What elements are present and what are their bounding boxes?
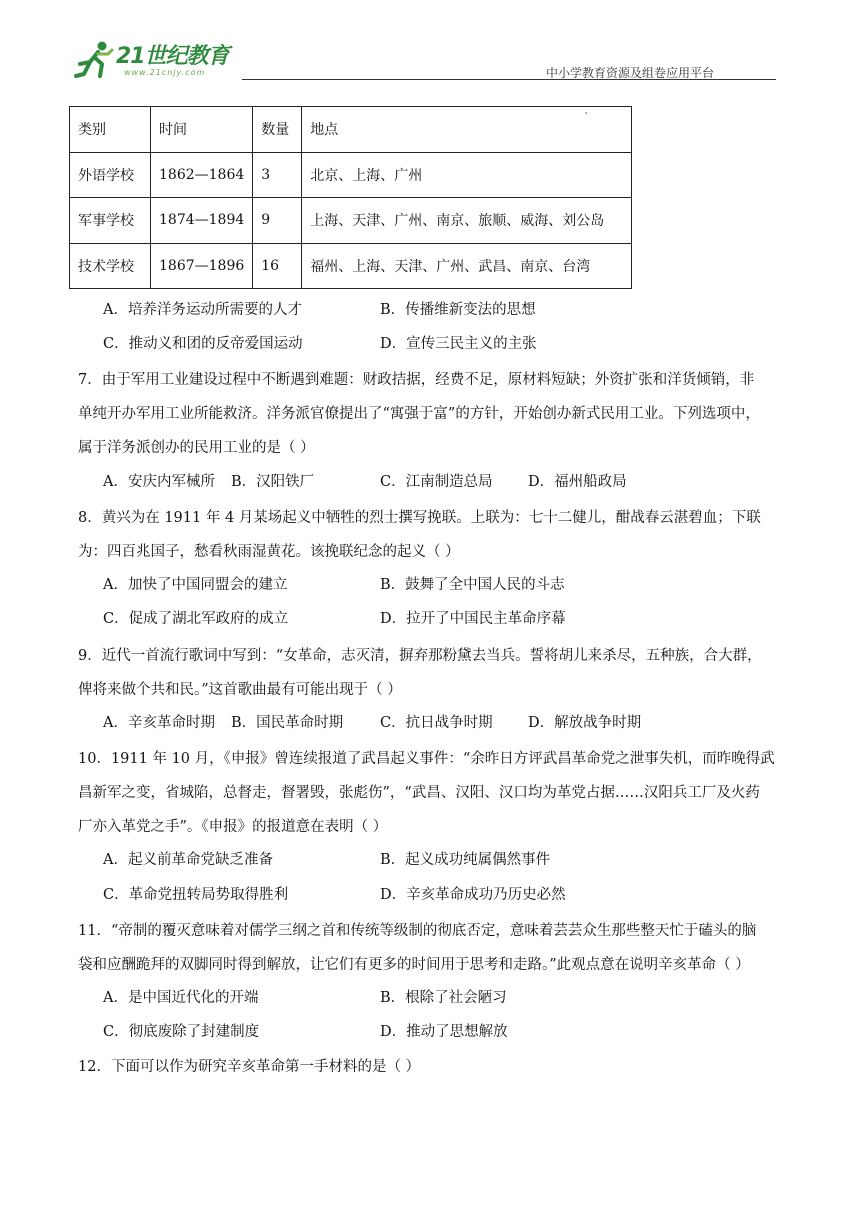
table-cell: 外语学校 — [70, 152, 151, 198]
q11-line: 11．“帝制的覆灭意味着对儒学三纲之首和传统等级制的彻底否定，意味着芸芸众生那些整天忙于磕头的脑 — [78, 923, 757, 939]
q7-option-c: C．江南制造总局 — [380, 474, 493, 490]
table-cell: 上海、天津、广州、南京、旅顺、威海、刘公岛 — [302, 198, 632, 244]
table-header-cell: 数量 — [253, 107, 302, 153]
logo-text: 21世纪教育 — [116, 44, 229, 69]
table-cell: 1867—1896 — [151, 243, 253, 289]
q6-option-d: D．宣传三民主义的主张 — [380, 336, 537, 352]
q7-line: 7．由于军用工业建设过程中不断遇到难题：财政拮据，经费不足，原材料短缺；外资扩张和洋货倾销，非 — [78, 372, 755, 388]
q11-line: 袋和应酬跪拜的双脚同时得到解放，让它们有更多的时间用于思考和走路。”此观点意在说明辛亥革命（ ） — [78, 957, 750, 973]
table-row — [70, 152, 632, 198]
table-row — [70, 243, 632, 289]
q9-option-a: A．辛亥革命时期 — [103, 715, 215, 731]
q8-option-b: B．鼓舞了全中国人民的斗志 — [380, 577, 565, 593]
q12-stem: 12．下面可以作为研究辛亥革命第一手材料的是（ ） — [78, 1059, 421, 1075]
table-cell: 北京、上海、广州 — [302, 152, 632, 198]
table-cell: 1874—1894 — [151, 198, 253, 244]
q10-line: 厂亦入革党之手”。《申报》的报道意在表明（ ） — [78, 819, 388, 835]
q8-option-a: A．加快了中国同盟会的建立 — [103, 577, 288, 593]
q7-line: 属于洋务派创办的民用工业的是（ ） — [78, 440, 315, 456]
header-divider — [242, 79, 776, 80]
q8-option-d: D．拉开了中国民主革命序幕 — [380, 611, 566, 627]
q9-option-d: D．解放战争时期 — [528, 715, 642, 731]
q10-line: 10．1911 年 10 月，《申报》曾连续报道了武昌起义事件：“余昨日方评武昌革命党之泄事失机，而昨晚得武 — [78, 751, 775, 767]
q6-option-c: C．推动义和团的反帝爱国运动 — [103, 336, 303, 352]
q7-option-d: D．福州船政局 — [528, 474, 627, 490]
q8-line: 8．黄兴为在 1911 年 4 月某场起义中牺牲的烈士撰写挽联。上联为：七十二健儿，酣战春云湛碧血；下联 — [78, 510, 761, 526]
table-cell: 1862—1864 — [151, 152, 253, 198]
table-header-cell: 时间 — [151, 107, 253, 153]
table-cell: 9 — [253, 198, 302, 244]
table-cell: 技术学校 — [70, 243, 151, 289]
running-figure-icon — [72, 40, 118, 80]
platform-title: 中小学教育资源及组卷应用平台 — [545, 66, 714, 80]
q11-option-a: A．是中国近代化的开端 — [103, 990, 259, 1006]
q9-option-c: C．抗日战争时期 — [380, 715, 493, 731]
table-cell: 16 — [253, 243, 302, 289]
q7-line: 单纯开办军用工业所能救济。洋务派官僚提出了“寓强于富”的方针，开始创办新式民用工业。下列选项中， — [78, 406, 760, 422]
q8-line: 为：四百兆国子，愁看秋雨湿黄花。该挽联纪念的起义（ ） — [78, 544, 460, 560]
q11-stem — [78, 914, 782, 982]
q10-option-a: A．起义前革命党缺乏准备 — [103, 852, 273, 868]
table-row — [70, 198, 632, 244]
q6-option-a: A．培养洋务运动所需要的人才 — [103, 302, 302, 318]
table-header-cell: 类别 — [70, 107, 151, 153]
q10-option-c: C．革命党扭转局势取得胜利 — [103, 887, 289, 903]
table-cell: 福州、上海、天津、广州、武昌、南京、台湾 — [302, 243, 632, 289]
q10-option-b: B．起义成功纯属偶然事件 — [380, 852, 551, 868]
q7-stem — [78, 363, 782, 465]
q7-option-b: B．汉阳铁厂 — [231, 474, 315, 490]
logo-subtext: www.21cnjy.com — [124, 68, 206, 77]
table-header-cell: 地点 — [302, 107, 632, 153]
q7-option-a: A．安庆内军械所 — [103, 474, 215, 490]
table-header-row — [70, 107, 632, 153]
q10-option-d: D．辛亥革命成功乃历史必然 — [380, 887, 566, 903]
q11-option-c: C．彻底废除了封建制度 — [103, 1024, 260, 1040]
q9-line: 9．近代一首流行歌词中写到：“女革命，志灭清，摒弃那粉黛去当兵。誓将胡儿来杀尽，五种族，合大群， — [78, 648, 762, 664]
q10-line: 昌新军之变，省城陷，总督走，督署毁，张彪伤”，“武昌、汉阳、汉口均为革党占据……汉阳兵工厂及火药 — [78, 785, 760, 801]
q6-option-b: B．传播维新变法的思想 — [380, 302, 536, 318]
q10-stem — [78, 742, 782, 844]
q8-option-c: C．促成了湖北军政府的成立 — [103, 611, 289, 627]
table-cell: 3 — [253, 152, 302, 198]
page-header — [72, 38, 776, 82]
q8-stem — [78, 501, 782, 569]
q9-line: 俾将来做个共和民。”这首歌曲最有可能出现于（ ） — [78, 682, 402, 698]
stray-mark: ' — [585, 111, 588, 120]
q9-option-b: B．国民革命时期 — [231, 715, 344, 731]
q11-option-d: D．推动了思想解放 — [380, 1024, 508, 1040]
q9-stem — [78, 639, 782, 707]
q11-option-b: B．根除了社会陋习 — [380, 990, 507, 1006]
table-cell: 军事学校 — [70, 198, 151, 244]
schools-table — [69, 106, 632, 289]
